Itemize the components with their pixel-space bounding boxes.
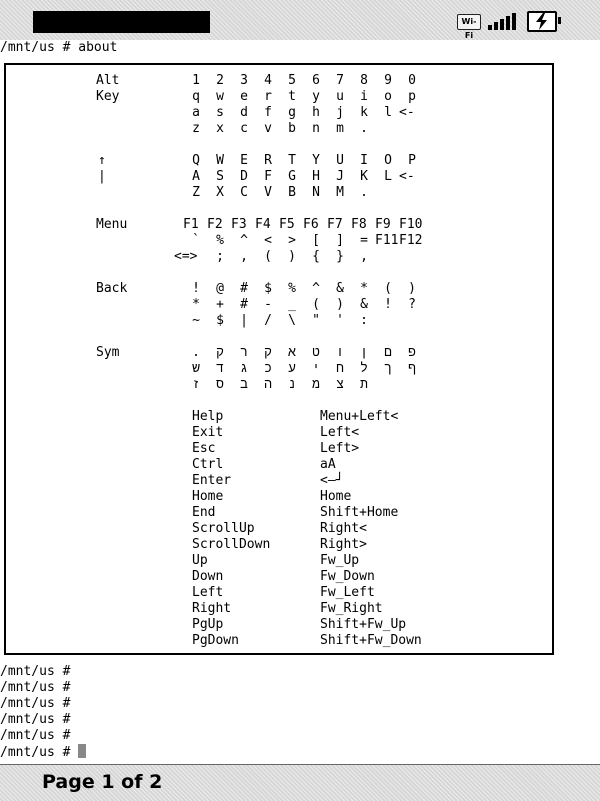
back-key: _ [288, 297, 296, 312]
back-key: ' [336, 313, 344, 328]
shift-key: M [336, 185, 344, 200]
back-key: ! [384, 297, 392, 312]
sym-key: ן [360, 345, 368, 360]
back-key: ) [336, 297, 344, 312]
menu-key: [ [312, 233, 320, 248]
menu-key: ; [216, 249, 224, 264]
prompt-line: /mnt/us # [0, 696, 71, 711]
key-combo: Shift+Home [320, 505, 399, 520]
menu-key: ^ [240, 233, 248, 248]
alt-key: h [312, 105, 320, 120]
alt-key: r [264, 89, 272, 104]
shift-key: D [240, 169, 248, 184]
menu-key: , [240, 249, 248, 264]
sym-key: ר [240, 345, 248, 360]
alt-key: <- [399, 105, 415, 120]
shift-key: . [360, 185, 368, 200]
shift-key: T [288, 153, 296, 168]
alt-key: d [240, 105, 248, 120]
alt-key: n [312, 121, 320, 136]
menu-key: F9 [375, 217, 391, 232]
sym-key: . [192, 345, 200, 360]
wifi-icon: Wi-Fi [457, 14, 481, 30]
key-name: End [192, 505, 216, 520]
battery-charging-icon [527, 11, 557, 32]
shift-bar-label: | [98, 169, 106, 184]
menu-key: ` [192, 233, 200, 248]
back-key: @ [216, 281, 224, 296]
back-key: ^ [312, 281, 320, 296]
alt-key: e [240, 89, 248, 104]
alt-key: 3 [240, 73, 248, 88]
back-key: - [264, 297, 272, 312]
menu-key: F8 [351, 217, 367, 232]
key-name: Home [192, 489, 224, 504]
key-combo: aA [320, 457, 336, 472]
shift-key: A [192, 169, 200, 184]
back-key: / [264, 313, 272, 328]
alt-key: y [312, 89, 320, 104]
shift-key: R [264, 153, 272, 168]
shift-key: W [216, 153, 224, 168]
back-key: % [288, 281, 296, 296]
shift-key: E [240, 153, 248, 168]
key-name: ScrollUp [192, 521, 255, 536]
menu-key: F3 [231, 217, 247, 232]
key-combo: <—┘ [320, 473, 344, 488]
key-name: Down [192, 569, 224, 584]
signal-strength-icon [488, 12, 518, 30]
alt-key: a [192, 105, 200, 120]
shift-key: Y [312, 153, 320, 168]
sym-key: ב [240, 377, 248, 392]
alt-key: x [216, 121, 224, 136]
prompt-line: /mnt/us # [0, 680, 71, 695]
key-combo: Menu+Left< [320, 409, 399, 424]
back-key: ! [192, 281, 200, 296]
sym-key: ו [336, 345, 344, 360]
sym-key: ק [216, 345, 224, 360]
page-indicator: Page 1 of 2 [42, 771, 163, 793]
sym-key: ס [216, 377, 224, 392]
shift-key: P [408, 153, 416, 168]
key-name: ScrollDown [192, 537, 271, 552]
alt-key: c [240, 121, 248, 136]
shift-key: B [288, 185, 296, 200]
back-key: * [192, 297, 200, 312]
alt-key: 5 [288, 73, 296, 88]
key-combo: Shift+Fw_Down [320, 633, 422, 648]
menu-key: ) [288, 249, 296, 264]
back-key: ? [408, 297, 416, 312]
shift-key: C [240, 185, 248, 200]
sym-key: ת [360, 377, 368, 392]
alt-key: p [408, 89, 416, 104]
sym-key: ל [360, 361, 368, 376]
status-bar [0, 0, 600, 40]
menu-key: F4 [255, 217, 271, 232]
shift-key: G [288, 169, 296, 184]
menu-key: F11 [375, 233, 399, 248]
shift-key: J [336, 169, 344, 184]
menu-key: F12 [399, 233, 423, 248]
menu-key: F5 [279, 217, 295, 232]
menu-key: F10 [399, 217, 423, 232]
alt-key: 7 [336, 73, 344, 88]
sym-key: ף [408, 361, 416, 376]
alt-key: 9 [384, 73, 392, 88]
alt-key: b [288, 121, 296, 136]
menu-key: F6 [303, 217, 319, 232]
back-key: # [240, 297, 248, 312]
alt-key: 1 [192, 73, 200, 88]
alt-key: . [360, 121, 368, 136]
active-prompt-line[interactable] [0, 744, 86, 760]
sym-key: כ [264, 361, 272, 376]
menu-key: ] [336, 233, 344, 248]
key-combo: Left> [320, 441, 360, 456]
shift-key: U [336, 153, 344, 168]
back-key: $ [216, 313, 224, 328]
sym-key: ד [216, 361, 224, 376]
about-key-reference-box [4, 63, 554, 655]
alt-key: m [336, 121, 344, 136]
menu-key: <=> [174, 249, 198, 264]
alt-key: k [360, 105, 368, 120]
key-combo: Left< [320, 425, 360, 440]
key-combo: Shift+Fw_Up [320, 617, 407, 632]
key-name: Left [192, 585, 224, 600]
menu-key: % [216, 233, 224, 248]
sym-label: Sym [96, 345, 120, 360]
sym-key: ך [384, 361, 392, 376]
key-name: Right [192, 601, 232, 616]
shift-key: Z [192, 185, 200, 200]
alt-key: i [360, 89, 368, 104]
alt-key: s [216, 105, 224, 120]
shift-key: V [264, 185, 272, 200]
sym-key: ח [336, 361, 344, 376]
key-combo: Right> [320, 537, 367, 552]
shift-key: N [312, 185, 320, 200]
back-key: & [360, 297, 368, 312]
key-name: Enter [192, 473, 232, 488]
alt-key: 0 [408, 73, 416, 88]
alt-key: w [216, 89, 224, 104]
shift-arrow-label: ↑ [98, 153, 106, 168]
key-name: PgUp [192, 617, 224, 632]
menu-key: } [336, 249, 344, 264]
back-key: : [360, 313, 368, 328]
title-redacted-block [33, 11, 210, 33]
back-key: | [240, 313, 248, 328]
sym-key: ע [288, 361, 296, 376]
back-label: Back [96, 281, 128, 296]
key-name: Up [192, 553, 208, 568]
menu-key: F1 [183, 217, 199, 232]
key-name: Ctrl [192, 457, 224, 472]
back-key: ( [384, 281, 392, 296]
sym-key: ז [192, 377, 200, 392]
menu-key: F7 [327, 217, 343, 232]
alt-key: z [192, 121, 200, 136]
sym-key: ג [240, 361, 248, 376]
alt-key: l [384, 105, 392, 120]
menu-label: Menu [96, 217, 128, 232]
alt-key: 8 [360, 73, 368, 88]
key-combo: Fw_Right [320, 601, 383, 616]
prompt-line: /mnt/us # [0, 664, 71, 679]
sym-key: ם [384, 345, 392, 360]
sym-key: מ [312, 377, 320, 392]
key-combo: Fw_Down [320, 569, 375, 584]
prompt-line: /mnt/us # [0, 728, 71, 743]
key-combo: Home [320, 489, 352, 504]
sym-key: פ [408, 345, 416, 360]
terminal-history [0, 664, 86, 760]
footer-bar [0, 764, 600, 801]
alt-key: 6 [312, 73, 320, 88]
menu-key: F2 [207, 217, 223, 232]
sym-key: נ [288, 377, 296, 392]
sym-key: ש [192, 361, 200, 376]
menu-key: { [312, 249, 320, 264]
key-name: Esc [192, 441, 216, 456]
alt-label: Alt [96, 73, 120, 88]
sym-key: י [312, 361, 320, 376]
text-cursor[interactable] [78, 744, 86, 758]
alt-key: o [384, 89, 392, 104]
key-name: Exit [192, 425, 224, 440]
alt-key: 2 [216, 73, 224, 88]
active-prompt: /mnt/us # [0, 745, 71, 760]
shift-key: Q [192, 153, 200, 168]
alt-key: j [336, 105, 344, 120]
back-key: $ [264, 281, 272, 296]
key-combo: Fw_Up [320, 553, 360, 568]
menu-key: < [264, 233, 272, 248]
back-key: # [240, 281, 248, 296]
back-key: * [360, 281, 368, 296]
shift-key: I [360, 153, 368, 168]
back-key: & [336, 281, 344, 296]
menu-key: > [288, 233, 296, 248]
shift-key: F [264, 169, 272, 184]
back-key: \ [288, 313, 296, 328]
sym-key: ק [264, 345, 272, 360]
menu-key: ( [264, 249, 272, 264]
key-label: Key [96, 89, 120, 104]
sym-key: א [288, 345, 296, 360]
back-key: ) [408, 281, 416, 296]
alt-key: t [288, 89, 296, 104]
key-name: PgDown [192, 633, 239, 648]
key-combo: Right< [320, 521, 367, 536]
prompt-line: /mnt/us # [0, 712, 71, 727]
alt-key: u [336, 89, 344, 104]
sym-key: ט [312, 345, 320, 360]
back-key: ( [312, 297, 320, 312]
alt-key: f [264, 105, 272, 120]
shift-key: <- [399, 169, 415, 184]
alt-key: 4 [264, 73, 272, 88]
back-key: + [216, 297, 224, 312]
key-combo: Fw_Left [320, 585, 375, 600]
sym-key: צ [336, 377, 344, 392]
command-line: /mnt/us # about [0, 40, 118, 55]
alt-key: v [264, 121, 272, 136]
key-name: Help [192, 409, 224, 424]
menu-key: = [360, 233, 368, 248]
back-key: " [312, 313, 320, 328]
shift-key: X [216, 185, 224, 200]
alt-key: q [192, 89, 200, 104]
shift-key: O [384, 153, 392, 168]
sym-key: ה [264, 377, 272, 392]
shift-key: L [384, 169, 392, 184]
alt-key: g [288, 105, 296, 120]
shift-key: K [360, 169, 368, 184]
menu-key: , [360, 249, 368, 264]
shift-key: S [216, 169, 224, 184]
shift-key: H [312, 169, 320, 184]
back-key: ~ [192, 313, 200, 328]
